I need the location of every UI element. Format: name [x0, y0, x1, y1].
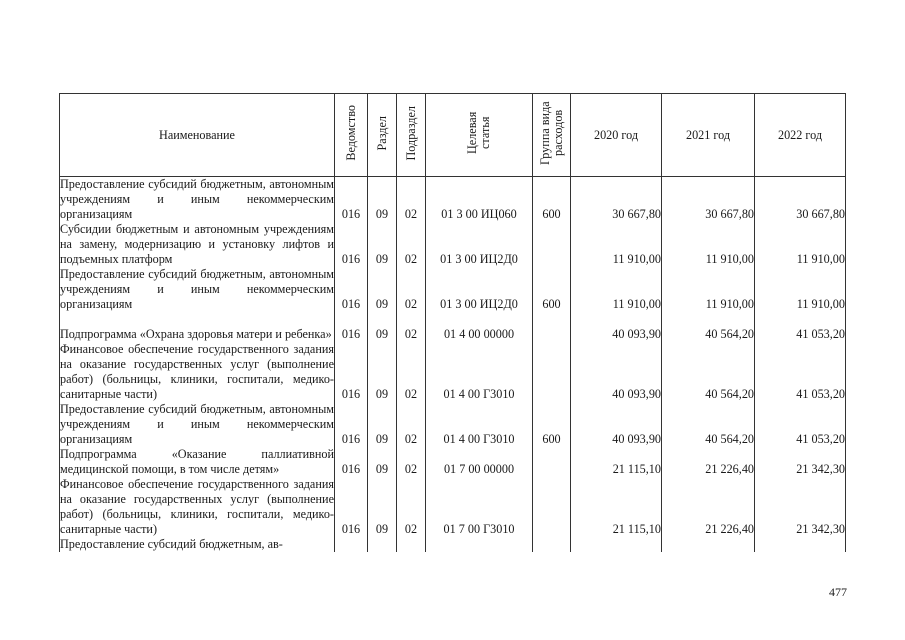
row-2020: 40 093,90: [571, 402, 662, 447]
row-name: Предоставление субсидий бюджетным, автономным учреждениям и иным некоммерческим организациям: [60, 402, 334, 446]
row-section: 09: [368, 177, 397, 223]
row-target: 01 3 00 ИЦ2Д0: [426, 222, 533, 267]
row-target: 01 3 00 ИЦ060: [426, 177, 533, 223]
row-section: 09: [368, 312, 397, 342]
row-2021: 40 564,20: [662, 402, 755, 447]
row-subsection: 02: [397, 222, 426, 267]
row-2022: 11 910,00: [755, 222, 846, 267]
row-2022: 41 053,20: [755, 342, 846, 402]
table-header-row: [60, 94, 846, 177]
row-subsection: 02: [397, 402, 426, 447]
row-dept: 016: [335, 312, 368, 342]
row-section: 09: [368, 342, 397, 402]
row-section: 09: [368, 447, 397, 477]
row-target: 01 7 00 Г3010: [426, 477, 533, 537]
row-group: [533, 537, 571, 552]
row-target: 01 7 00 00000: [426, 447, 533, 477]
row-2021: 11 910,00: [662, 267, 755, 312]
row-subsection: 02: [397, 447, 426, 477]
row-2020: 11 910,00: [571, 267, 662, 312]
row-dept: 016: [335, 177, 368, 223]
row-2021: 40 564,20: [662, 342, 755, 402]
row-2020: 11 910,00: [571, 222, 662, 267]
row-dept: 016: [335, 402, 368, 447]
row-target: 01 4 00 00000: [426, 312, 533, 342]
row-group: 600: [533, 267, 571, 312]
row-group: [533, 447, 571, 477]
row-2022: 41 053,20: [755, 402, 846, 447]
row-subsection: 02: [397, 312, 426, 342]
row-dept: 016: [335, 477, 368, 537]
row-name: Финансовое обеспечение государственного задания на оказание государственных услуг (выполнение работ) (больницы, клиники, госпитали, медико-санитарные части): [60, 342, 334, 401]
header-2020: 2020 год: [571, 94, 662, 177]
row-2022: 11 910,00: [755, 267, 846, 312]
row-2021: [662, 537, 755, 552]
row-group: 600: [533, 402, 571, 447]
row-section: 09: [368, 477, 397, 537]
row-subsection: [397, 537, 426, 552]
row-group: [533, 342, 571, 402]
row-dept: 016: [335, 447, 368, 477]
table-row: [60, 537, 846, 552]
header-target: Целевая статья: [426, 94, 533, 177]
row-subsection: 02: [397, 267, 426, 312]
row-section: [368, 537, 397, 552]
table-row: [60, 267, 846, 312]
row-dept: 016: [335, 342, 368, 402]
row-dept: 016: [335, 267, 368, 312]
header-dept: Ведомство: [335, 94, 368, 177]
row-target: [426, 537, 533, 552]
row-section: 09: [368, 402, 397, 447]
row-2020: 21 115,10: [571, 477, 662, 537]
row-target: 01 4 00 Г3010: [426, 402, 533, 447]
row-2022: 41 053,20: [755, 312, 846, 342]
header-2021: 2021 год: [662, 94, 755, 177]
row-2020: 30 667,80: [571, 177, 662, 223]
table-row: [60, 402, 846, 447]
row-dept: [335, 537, 368, 552]
table-body: [60, 177, 846, 553]
row-section: 09: [368, 222, 397, 267]
row-2021: 21 226,40: [662, 447, 755, 477]
row-2020: 40 093,90: [571, 312, 662, 342]
row-name: Подпрограмма «Оказание паллиативной медицинской помощи, в том числе детям»: [60, 447, 334, 476]
row-target: 01 4 00 Г3010: [426, 342, 533, 402]
row-2021: 40 564,20: [662, 312, 755, 342]
row-name: Подпрограмма «Охрана здоровья матери и ребенка»: [60, 312, 335, 342]
table-row: [60, 342, 846, 402]
row-2022: [755, 537, 846, 552]
row-name: Предоставление субсидий бюджетным, автономным учреждениям и иным некоммерческим организациям: [60, 267, 334, 311]
header-section: Раздел: [368, 94, 397, 177]
header-name: Наименование: [60, 94, 335, 177]
table-row: [60, 312, 846, 342]
row-2022: 21 342,30: [755, 477, 846, 537]
row-2022: 30 667,80: [755, 177, 846, 223]
row-group: [533, 312, 571, 342]
row-subsection: 02: [397, 177, 426, 223]
header-group: Группа вида расходов: [533, 94, 571, 177]
row-group: [533, 222, 571, 267]
table-row: [60, 177, 846, 223]
row-2020: [571, 537, 662, 552]
page-number: 477: [829, 585, 847, 599]
table-row: [60, 222, 846, 267]
row-subsection: 02: [397, 342, 426, 402]
row-name: Предоставление субсидий бюджетным, автономным учреждениям и иным некоммерческим организациям: [60, 177, 334, 221]
row-dept: 016: [335, 222, 368, 267]
row-group: 600: [533, 177, 571, 223]
row-name: Финансовое обеспечение государственного задания на оказание государственных услуг (выполнение работ) (больницы, клиники, госпитали, медико-санитарные части): [60, 477, 334, 536]
row-2020: 40 093,90: [571, 342, 662, 402]
header-2022: 2022 год: [755, 94, 846, 177]
row-name: Субсидии бюджетным и автономным учреждениям на замену, модернизацию и установку лифтов и подъемных платформ: [60, 222, 334, 266]
header-subsection: Подраздел: [397, 94, 426, 177]
row-section: 09: [368, 267, 397, 312]
row-2020: 21 115,10: [571, 447, 662, 477]
row-2022: 21 342,30: [755, 447, 846, 477]
row-group: [533, 477, 571, 537]
row-2021: 11 910,00: [662, 222, 755, 267]
row-name: Предоставление субсидий бюджетным, ав-: [60, 537, 335, 552]
row-2021: 30 667,80: [662, 177, 755, 223]
table-row: [60, 477, 846, 537]
row-2021: 21 226,40: [662, 477, 755, 537]
budget-table: [59, 93, 846, 552]
row-subsection: 02: [397, 477, 426, 537]
table-row: [60, 447, 846, 477]
row-target: 01 3 00 ИЦ2Д0: [426, 267, 533, 312]
